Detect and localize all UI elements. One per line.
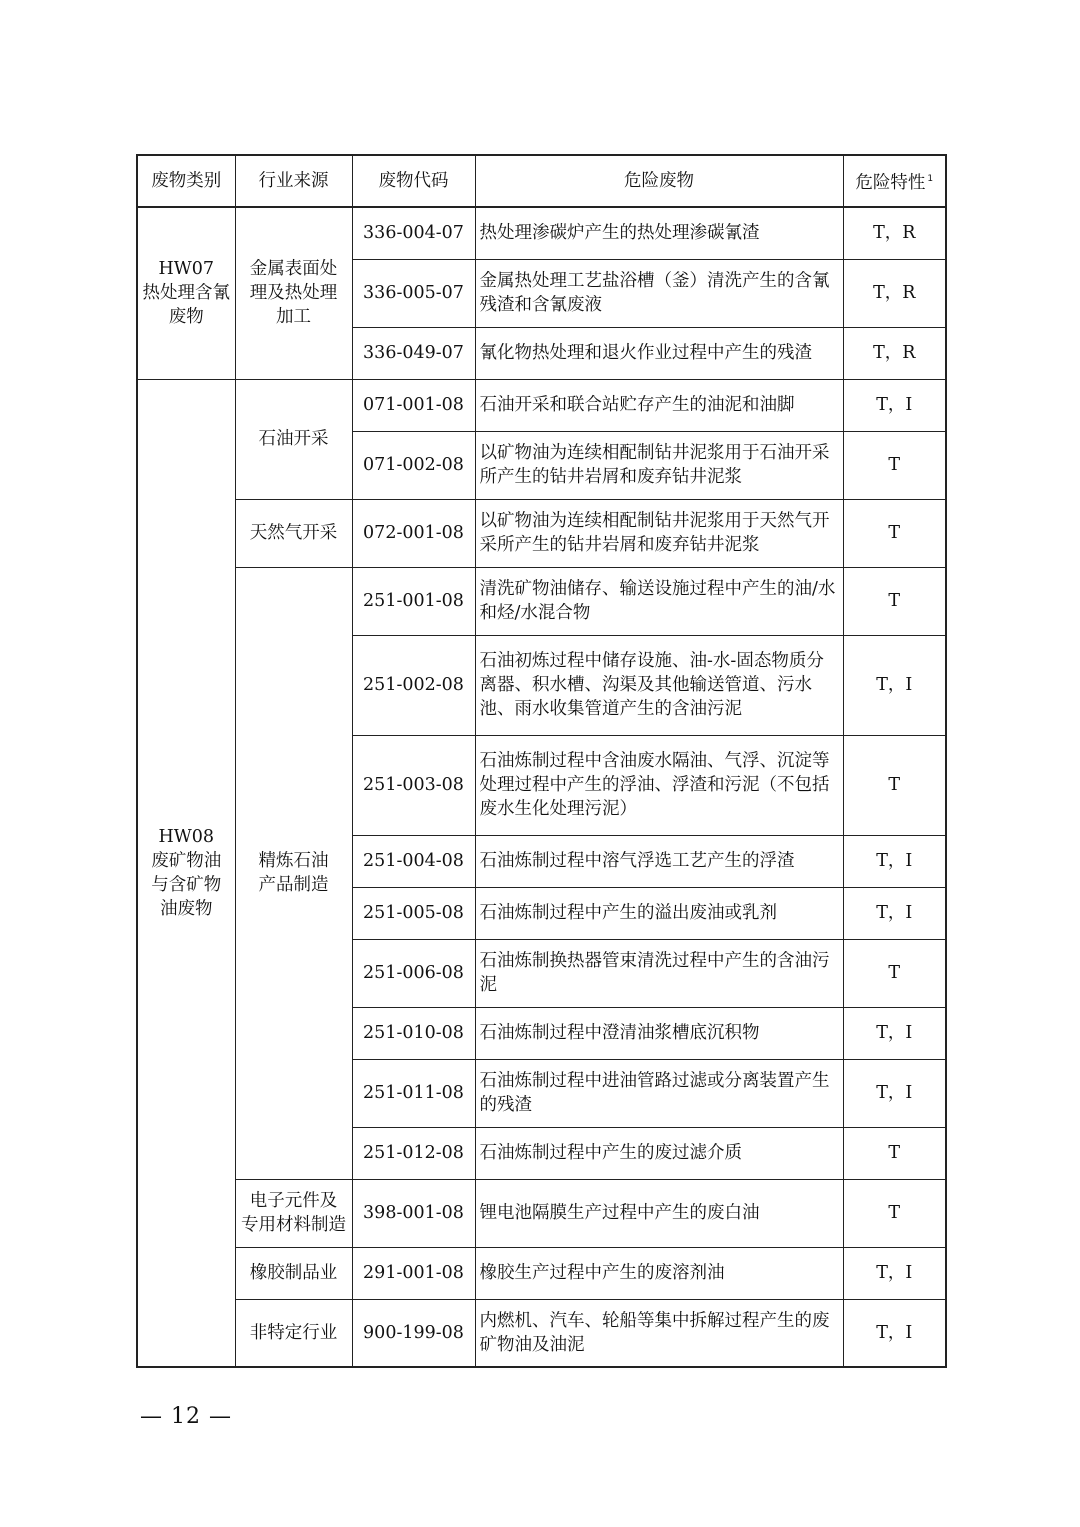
waste-code-cell: 251-001-08: [352, 567, 475, 635]
waste-description-cell: 石油炼制过程中产生的溢出废油或乳剂: [475, 887, 843, 939]
header-category: 废物类别: [137, 155, 235, 207]
hazard-cell: T，I: [843, 1059, 946, 1127]
waste-code-cell: 336-004-07: [352, 207, 475, 259]
header-hazard-cell: [843, 155, 946, 207]
hazard-cell: T，I: [843, 835, 946, 887]
waste-description-cell: 石油炼制过程中溶气浮选工艺产生的浮渣: [475, 835, 843, 887]
waste-code-cell: 251-003-08: [352, 735, 475, 835]
waste-code-cell: 071-001-08: [352, 379, 475, 431]
waste-code-cell: 071-002-08: [352, 431, 475, 499]
table-row: [137, 379, 946, 431]
hazard-cell: T: [843, 1179, 946, 1247]
hazard-cell: T: [843, 1127, 946, 1179]
hazard-cell: T，R: [843, 259, 946, 327]
waste-description-cell: 锂电池隔膜生产过程中产生的废白油: [475, 1179, 843, 1247]
hazard-cell: T，R: [843, 327, 946, 379]
waste-description-cell: 氰化物热处理和退火作业过程中产生的残渣: [475, 327, 843, 379]
waste-code-cell: 900-199-08: [352, 1299, 475, 1367]
waste-code-cell: 251-002-08: [352, 635, 475, 735]
industry-source-cell: 橡胶制品业: [235, 1247, 352, 1299]
waste-description-cell: 石油炼制过程中进油管路过滤或分离装置产生的残渣: [475, 1059, 843, 1127]
waste-code-cell: 251-004-08: [352, 835, 475, 887]
waste-description-cell: 热处理渗碳炉产生的热处理渗碳氰渣: [475, 207, 843, 259]
table-header-row: [137, 155, 946, 207]
hazard-cell: T，I: [843, 1007, 946, 1059]
table-row: [137, 207, 946, 259]
hazard-cell: T，I: [843, 379, 946, 431]
waste-description-cell: 清洗矿物油储存、输送设施过程中产生的油/水和烃/水混合物: [475, 567, 843, 635]
waste-description-cell: 内燃机、汽车、轮船等集中拆解过程产生的废矿物油及油泥: [475, 1299, 843, 1367]
header-waste: 危险废物: [475, 155, 843, 207]
header-industry: 行业来源: [235, 155, 352, 207]
waste-code-cell: 251-010-08: [352, 1007, 475, 1059]
waste-code-cell: 251-005-08: [352, 887, 475, 939]
industry-source-cell: 电子元件及 专用材料制造: [235, 1179, 352, 1247]
table-row: [137, 567, 946, 635]
page-number: — 12 —: [140, 1404, 232, 1429]
waste-description-cell: 橡胶生产过程中产生的废溶剂油: [475, 1247, 843, 1299]
hazard-cell: T: [843, 567, 946, 635]
waste-category-cell: HW07 热处理含氰 废物: [137, 207, 235, 379]
hazard-cell: T，R: [843, 207, 946, 259]
waste-code-cell: 398-001-08: [352, 1179, 475, 1247]
waste-description-cell: 以矿物油为连续相配制钻井泥浆用于石油开采所产生的钻井岩屑和废弃钻井泥浆: [475, 431, 843, 499]
table-row: [137, 1179, 946, 1247]
industry-source-cell: 金属表面处 理及热处理 加工: [235, 207, 352, 379]
hazard-cell: T: [843, 431, 946, 499]
hazard-cell: T: [843, 499, 946, 567]
waste-description-cell: 以矿物油为连续相配制钻井泥浆用于天然气开采所产生的钻井岩屑和废弃钻井泥浆: [475, 499, 843, 567]
waste-category-cell: HW08 废矿物油 与含矿物 油废物: [137, 379, 235, 1367]
waste-description-cell: 石油炼制过程中产生的废过滤介质: [475, 1127, 843, 1179]
industry-source-cell: 非特定行业: [235, 1299, 352, 1367]
waste-code-cell: 251-011-08: [352, 1059, 475, 1127]
header-hazard-note: 1: [927, 174, 934, 185]
waste-description-cell: 石油开采和联合站贮存产生的油泥和油脚: [475, 379, 843, 431]
industry-source-cell: 精炼石油 产品制造: [235, 567, 352, 1179]
hazardous-waste-table: [136, 154, 947, 1368]
waste-code-cell: 251-012-08: [352, 1127, 475, 1179]
hazard-cell: T，I: [843, 887, 946, 939]
hazard-cell: T，I: [843, 1299, 946, 1367]
hazard-cell: T，I: [843, 635, 946, 735]
hazard-cell: T: [843, 735, 946, 835]
table-row: [137, 499, 946, 567]
waste-code-cell: 336-049-07: [352, 327, 475, 379]
hazard-cell: T，I: [843, 1247, 946, 1299]
waste-code-cell: 251-006-08: [352, 939, 475, 1007]
waste-description-cell: 石油初炼过程中储存设施、油-水-固态物质分离器、积水槽、沟渠及其他输送管道、污水池、雨水收集管道产生的含油污泥: [475, 635, 843, 735]
table-row: [137, 1247, 946, 1299]
header-hazard: 危险特性: [855, 172, 926, 193]
industry-source-cell: 石油开采: [235, 379, 352, 499]
industry-source-cell: 天然气开采: [235, 499, 352, 567]
table-row: [137, 1299, 946, 1367]
waste-description-cell: 石油炼制过程中含油废水隔油、气浮、沉淀等处理过程中产生的浮油、浮渣和污泥（不包括废水生化处理污泥）: [475, 735, 843, 835]
waste-code-cell: 072-001-08: [352, 499, 475, 567]
waste-code-cell: 291-001-08: [352, 1247, 475, 1299]
waste-code-cell: 336-005-07: [352, 259, 475, 327]
waste-description-cell: 金属热处理工艺盐浴槽（釜）清洗产生的含氰残渣和含氰废液: [475, 259, 843, 327]
waste-description-cell: 石油炼制换热器管束清洗过程中产生的含油污泥: [475, 939, 843, 1007]
header-code: 废物代码: [352, 155, 475, 207]
hazard-cell: T: [843, 939, 946, 1007]
waste-description-cell: 石油炼制过程中澄清油浆槽底沉积物: [475, 1007, 843, 1059]
